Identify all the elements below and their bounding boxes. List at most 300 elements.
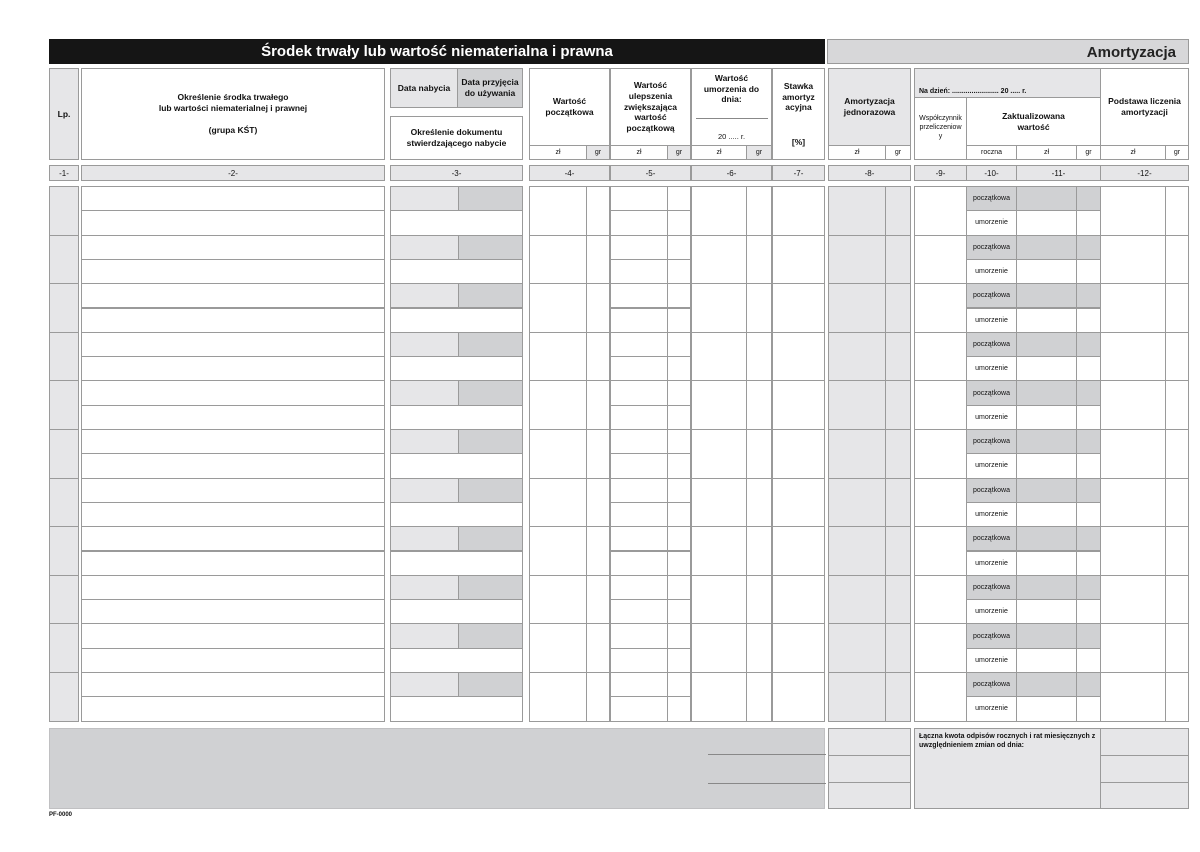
row-initial-zl-cell[interactable] — [529, 235, 587, 285]
row-lp-cell[interactable] — [49, 283, 79, 333]
row-initial-gr-cell[interactable] — [586, 186, 610, 236]
header-basis-zl — [1100, 145, 1166, 160]
row-initial-gr-cell[interactable] — [586, 623, 610, 673]
row-basis-gr-cell[interactable] — [1165, 235, 1189, 285]
header-write-off — [691, 68, 772, 146]
column-number-text: -11- — [1051, 168, 1066, 178]
row-write-off-gr-cell[interactable] — [746, 186, 772, 236]
row-one-time-zl-cell[interactable] — [828, 429, 886, 479]
row-basis-zl-cell[interactable] — [1100, 332, 1166, 382]
footer-signature-area — [49, 728, 825, 809]
row-updated-write-off-zl-cell[interactable] — [1016, 453, 1077, 478]
row-improvement-gr-cell[interactable] — [667, 526, 691, 551]
row-initial-zl-cell[interactable] — [529, 332, 587, 382]
row-write-off-gr-cell[interactable] — [746, 575, 772, 625]
row-date-acquired-cell[interactable] — [390, 429, 459, 454]
row-initial-gr-cell[interactable] — [586, 575, 610, 625]
row-updated-write-off-zl-cell[interactable] — [1016, 502, 1077, 527]
row-coefficient-cell[interactable] — [914, 186, 967, 236]
row-updated-write-off-gr-cell[interactable] — [1076, 648, 1101, 673]
row-date-in-use-cell[interactable] — [458, 526, 523, 551]
footer-total-cell-2[interactable] — [828, 755, 911, 783]
row-updated-write-off-gr-cell[interactable] — [1076, 356, 1101, 381]
row-updated-write-off-gr-cell[interactable] — [1076, 405, 1101, 430]
row-write-off-gr-cell[interactable] — [746, 672, 772, 722]
row-one-time-zl-cell[interactable] — [828, 526, 886, 576]
row-updated-initial-gr-cell[interactable] — [1076, 575, 1101, 600]
row-updated-initial-zl-cell[interactable] — [1016, 623, 1077, 648]
row-lp-cell[interactable] — [49, 186, 79, 236]
row-one-time-gr-cell[interactable] — [885, 526, 911, 576]
row-updated-initial-zl-cell[interactable] — [1016, 478, 1077, 503]
row-asset-group-cell[interactable] — [81, 696, 385, 721]
row-improvement-zl-cell-2[interactable] — [610, 696, 668, 721]
row-initial-gr-cell[interactable] — [586, 380, 610, 430]
row-improvement-zl-cell-2[interactable] — [610, 405, 668, 430]
row-asset-name-cell[interactable] — [81, 332, 385, 357]
row-rate-cell[interactable] — [772, 283, 825, 333]
row-basis-zl-cell[interactable] — [1100, 478, 1166, 528]
row-updated-initial-gr-cell[interactable] — [1076, 478, 1101, 503]
row-one-time-zl-cell[interactable] — [828, 380, 886, 430]
row-asset-name-cell[interactable] — [81, 526, 385, 551]
row-improvement-zl-cell[interactable] — [610, 429, 668, 454]
row-asset-name-cell[interactable] — [81, 235, 385, 260]
row-basis-gr-cell[interactable] — [1165, 526, 1189, 576]
row-document-cell[interactable] — [390, 648, 523, 673]
row-rate-cell[interactable] — [772, 623, 825, 673]
header-date-in-use — [457, 68, 523, 108]
row-improvement-gr-cell-2[interactable] — [667, 356, 691, 381]
row-improvement-zl-cell[interactable] — [610, 283, 668, 308]
row-date-acquired-cell[interactable] — [390, 186, 459, 211]
row-improvement-gr-cell[interactable] — [667, 186, 691, 211]
row-improvement-gr-cell-2[interactable] — [667, 502, 691, 527]
row-updated-write-off-gr-cell[interactable] — [1076, 308, 1101, 333]
row-document-cell[interactable] — [390, 696, 523, 721]
row-document-cell[interactable] — [390, 453, 523, 478]
row-write-off-gr-cell[interactable] — [746, 332, 772, 382]
row-basis-zl-cell[interactable] — [1100, 526, 1166, 576]
row-updated-write-off-zl-cell[interactable] — [1016, 259, 1077, 284]
header-rate-text: Stawka amortyzacyjna — [782, 80, 815, 113]
row-basis-gr-cell[interactable] — [1165, 380, 1189, 430]
header-date-acquired — [390, 68, 458, 108]
row-date-in-use-cell[interactable] — [458, 672, 523, 697]
row-rate-cell[interactable] — [772, 429, 825, 479]
row-label-initial — [966, 332, 1017, 357]
row-initial-gr-cell[interactable] — [586, 235, 610, 285]
row-date-in-use-cell[interactable] — [458, 380, 523, 405]
row-write-off-zl-cell[interactable] — [691, 478, 747, 528]
row-improvement-gr-cell[interactable] — [667, 283, 691, 308]
row-improvement-zl-cell-2[interactable] — [610, 308, 668, 333]
row-updated-write-off-gr-cell[interactable] — [1076, 599, 1101, 624]
row-rate-cell[interactable] — [772, 235, 825, 285]
row-asset-group-cell[interactable] — [81, 599, 385, 624]
footer-summary-cell-3[interactable] — [1100, 782, 1189, 809]
row-updated-write-off-gr-cell[interactable] — [1076, 502, 1101, 527]
row-improvement-gr-cell[interactable] — [667, 623, 691, 648]
row-document-cell[interactable] — [390, 599, 523, 624]
row-asset-group-cell[interactable] — [81, 551, 385, 576]
row-basis-zl-cell[interactable] — [1100, 186, 1166, 236]
gr-label: gr — [594, 149, 602, 156]
row-updated-initial-zl-cell[interactable] — [1016, 380, 1077, 405]
row-initial-zl-cell[interactable] — [529, 429, 587, 479]
row-improvement-zl-cell[interactable] — [610, 478, 668, 503]
row-asset-group-cell[interactable] — [81, 210, 385, 235]
row-updated-initial-gr-cell[interactable] — [1076, 235, 1101, 260]
row-improvement-gr-cell-2[interactable] — [667, 551, 691, 576]
row-rate-cell[interactable] — [772, 380, 825, 430]
row-date-in-use-cell[interactable] — [458, 623, 523, 648]
row-date-in-use-cell[interactable] — [458, 186, 523, 211]
row-improvement-zl-cell-2[interactable] — [610, 551, 668, 576]
header-one-time-gr — [885, 145, 911, 160]
row-improvement-zl-cell[interactable] — [610, 623, 668, 648]
row-initial-zl-cell[interactable] — [529, 623, 587, 673]
row-initial-zl-cell[interactable] — [529, 283, 587, 333]
row-lp-cell[interactable] — [49, 380, 79, 430]
row-date-acquired-cell[interactable] — [390, 283, 459, 308]
row-one-time-zl-cell[interactable] — [828, 575, 886, 625]
row-write-off-gr-cell[interactable] — [746, 623, 772, 673]
row-updated-initial-zl-cell[interactable] — [1016, 429, 1077, 454]
row-coefficient-cell[interactable] — [914, 672, 967, 722]
row-basis-zl-cell[interactable] — [1100, 672, 1166, 722]
row-improvement-gr-cell-2[interactable] — [667, 453, 691, 478]
row-improvement-zl-cell[interactable] — [610, 380, 668, 405]
header-rate-unit: [%] — [791, 136, 806, 147]
row-rate-cell[interactable] — [772, 526, 825, 576]
row-write-off-zl-cell[interactable] — [691, 429, 747, 479]
row-improvement-zl-cell-2[interactable] — [610, 599, 668, 624]
row-asset-name-cell[interactable] — [81, 186, 385, 211]
row-updated-write-off-zl-cell[interactable] — [1016, 551, 1077, 576]
row-one-time-gr-cell[interactable] — [885, 332, 911, 382]
row-rate-cell[interactable] — [772, 478, 825, 528]
row-basis-zl-cell[interactable] — [1100, 623, 1166, 673]
row-initial-gr-cell[interactable] — [586, 429, 610, 479]
row-improvement-gr-cell[interactable] — [667, 672, 691, 697]
row-updated-initial-gr-cell[interactable] — [1076, 429, 1101, 454]
row-updated-initial-gr-cell[interactable] — [1076, 332, 1101, 357]
row-improvement-gr-cell[interactable] — [667, 235, 691, 260]
row-asset-group-cell[interactable] — [81, 502, 385, 527]
row-write-off-gr-cell[interactable] — [746, 526, 772, 576]
row-initial-zl-cell[interactable] — [529, 478, 587, 528]
row-document-cell[interactable] — [390, 259, 523, 284]
row-updated-write-off-zl-cell[interactable] — [1016, 210, 1077, 235]
row-write-off-zl-cell[interactable] — [691, 235, 747, 285]
row-updated-write-off-gr-cell[interactable] — [1076, 453, 1101, 478]
row-updated-initial-zl-cell[interactable] — [1016, 283, 1077, 308]
row-write-off-gr-cell[interactable] — [746, 380, 772, 430]
row-asset-name-cell[interactable] — [81, 623, 385, 648]
row-coefficient-cell[interactable] — [914, 332, 967, 382]
row-improvement-zl-cell-2[interactable] — [610, 356, 668, 381]
row-write-off-zl-cell[interactable] — [691, 186, 747, 236]
row-coefficient-cell[interactable] — [914, 235, 967, 285]
row-updated-initial-gr-cell[interactable] — [1076, 623, 1101, 648]
row-one-time-gr-cell[interactable] — [885, 623, 911, 673]
row-updated-write-off-gr-cell[interactable] — [1076, 259, 1101, 284]
row-initial-gr-cell[interactable] — [586, 332, 610, 382]
column-number-9 — [914, 165, 967, 181]
row-label-initial-text: początkowa — [973, 243, 1010, 251]
row-date-acquired-cell[interactable] — [390, 332, 459, 357]
row-date-in-use-cell[interactable] — [458, 575, 523, 600]
row-label-write-off-text: umorzenie — [975, 462, 1008, 470]
row-initial-gr-cell[interactable] — [586, 526, 610, 576]
row-date-acquired-cell[interactable] — [390, 478, 459, 503]
row-improvement-gr-cell[interactable] — [667, 380, 691, 405]
row-coefficient-cell[interactable] — [914, 380, 967, 430]
row-asset-name-cell[interactable] — [81, 380, 385, 405]
row-updated-initial-gr-cell[interactable] — [1076, 380, 1101, 405]
row-updated-initial-zl-cell[interactable] — [1016, 672, 1077, 697]
row-coefficient-cell[interactable] — [914, 623, 967, 673]
row-basis-gr-cell[interactable] — [1165, 672, 1189, 722]
row-one-time-gr-cell[interactable] — [885, 235, 911, 285]
row-one-time-zl-cell[interactable] — [828, 186, 886, 236]
row-improvement-gr-cell-2[interactable] — [667, 259, 691, 284]
row-initial-zl-cell[interactable] — [529, 526, 587, 576]
row-rate-cell[interactable] — [772, 575, 825, 625]
section-title-fixed-asset-text: Środek trwały lub wartość niematerialna i prawna — [261, 43, 613, 60]
row-improvement-gr-cell[interactable] — [667, 332, 691, 357]
column-number-4 — [529, 165, 610, 181]
row-initial-gr-cell[interactable] — [586, 283, 610, 333]
row-lp-cell[interactable] — [49, 235, 79, 285]
row-basis-gr-cell[interactable] — [1165, 283, 1189, 333]
row-one-time-gr-cell[interactable] — [885, 478, 911, 528]
row-lp-cell[interactable] — [49, 672, 79, 722]
row-one-time-gr-cell[interactable] — [885, 186, 911, 236]
row-basis-zl-cell[interactable] — [1100, 235, 1166, 285]
row-updated-initial-gr-cell[interactable] — [1076, 186, 1101, 211]
row-improvement-gr-cell[interactable] — [667, 575, 691, 600]
row-write-off-zl-cell[interactable] — [691, 380, 747, 430]
row-document-cell[interactable] — [390, 356, 523, 381]
row-write-off-zl-cell[interactable] — [691, 575, 747, 625]
row-updated-write-off-zl-cell[interactable] — [1016, 599, 1077, 624]
row-improvement-gr-cell[interactable] — [667, 478, 691, 503]
row-asset-name-cell[interactable] — [81, 283, 385, 308]
row-one-time-zl-cell[interactable] — [828, 623, 886, 673]
header-asset-name-line1: Określenie środka trwałego — [177, 92, 289, 103]
row-document-cell[interactable] — [390, 308, 523, 333]
row-initial-zl-cell[interactable] — [529, 575, 587, 625]
row-basis-gr-cell[interactable] — [1165, 186, 1189, 236]
row-date-acquired-cell[interactable] — [390, 526, 459, 551]
row-label-initial-text: początkowa — [973, 340, 1010, 348]
row-one-time-gr-cell[interactable] — [885, 575, 911, 625]
header-lp — [49, 68, 79, 160]
row-improvement-gr-cell-2[interactable] — [667, 599, 691, 624]
column-number-text: -9- — [935, 168, 946, 178]
row-basis-gr-cell[interactable] — [1165, 429, 1189, 479]
row-one-time-zl-cell[interactable] — [828, 235, 886, 285]
row-lp-cell[interactable] — [49, 332, 79, 382]
row-improvement-zl-cell[interactable] — [610, 235, 668, 260]
row-improvement-gr-cell-2[interactable] — [667, 210, 691, 235]
row-rate-cell[interactable] — [772, 332, 825, 382]
row-improvement-zl-cell[interactable] — [610, 575, 668, 600]
row-initial-zl-cell[interactable] — [529, 380, 587, 430]
row-date-in-use-cell[interactable] — [458, 283, 523, 308]
header-write-off-zl — [691, 145, 747, 160]
row-one-time-zl-cell[interactable] — [828, 478, 886, 528]
row-lp-cell[interactable] — [49, 526, 79, 576]
row-basis-zl-cell[interactable] — [1100, 575, 1166, 625]
footer-total-cell-3[interactable] — [828, 782, 911, 809]
row-improvement-zl-cell-2[interactable] — [610, 210, 668, 235]
row-updated-write-off-zl-cell[interactable] — [1016, 356, 1077, 381]
row-date-in-use-cell[interactable] — [458, 332, 523, 357]
row-updated-initial-zl-cell[interactable] — [1016, 235, 1077, 260]
row-coefficient-cell[interactable] — [914, 575, 967, 625]
row-updated-initial-zl-cell[interactable] — [1016, 526, 1077, 551]
row-improvement-zl-cell-2[interactable] — [610, 453, 668, 478]
row-improvement-zl-cell-2[interactable] — [610, 259, 668, 284]
row-one-time-gr-cell[interactable] — [885, 283, 911, 333]
row-write-off-gr-cell[interactable] — [746, 478, 772, 528]
gr-label: gr — [675, 149, 683, 156]
row-lp-cell[interactable] — [49, 575, 79, 625]
footer-summary — [914, 728, 1101, 809]
row-one-time-zl-cell[interactable] — [828, 283, 886, 333]
footer-summary-cell-2[interactable] — [1100, 755, 1189, 783]
column-number-7 — [772, 165, 825, 181]
row-updated-write-off-gr-cell[interactable] — [1076, 696, 1101, 721]
row-updated-write-off-gr-cell[interactable] — [1076, 210, 1101, 235]
row-date-acquired-cell[interactable] — [390, 235, 459, 260]
row-rate-cell[interactable] — [772, 672, 825, 722]
row-date-in-use-cell[interactable] — [458, 235, 523, 260]
row-improvement-zl-cell-2[interactable] — [610, 502, 668, 527]
row-updated-write-off-zl-cell[interactable] — [1016, 648, 1077, 673]
row-write-off-zl-cell[interactable] — [691, 623, 747, 673]
row-write-off-zl-cell[interactable] — [691, 332, 747, 382]
row-date-acquired-cell[interactable] — [390, 575, 459, 600]
row-label-write-off-text: umorzenie — [975, 365, 1008, 373]
row-improvement-zl-cell[interactable] — [610, 332, 668, 357]
row-write-off-gr-cell[interactable] — [746, 283, 772, 333]
row-improvement-gr-cell-2[interactable] — [667, 648, 691, 673]
row-date-acquired-cell[interactable] — [390, 672, 459, 697]
row-one-time-gr-cell[interactable] — [885, 672, 911, 722]
row-updated-initial-zl-cell[interactable] — [1016, 332, 1077, 357]
row-coefficient-cell[interactable] — [914, 429, 967, 479]
row-one-time-zl-cell[interactable] — [828, 332, 886, 382]
row-basis-gr-cell[interactable] — [1165, 478, 1189, 528]
row-initial-gr-cell[interactable] — [586, 478, 610, 528]
row-improvement-gr-cell-2[interactable] — [667, 405, 691, 430]
row-one-time-gr-cell[interactable] — [885, 429, 911, 479]
header-date-in-use-text: Data przyjęcia do używania — [461, 77, 519, 98]
row-asset-group-cell[interactable] — [81, 259, 385, 284]
header-as-of — [914, 68, 1101, 98]
row-updated-initial-gr-cell[interactable] — [1076, 526, 1101, 551]
row-improvement-gr-cell[interactable] — [667, 429, 691, 454]
row-date-in-use-cell[interactable] — [458, 429, 523, 454]
row-write-off-zl-cell[interactable] — [691, 672, 747, 722]
row-updated-initial-gr-cell[interactable] — [1076, 283, 1101, 308]
row-one-time-zl-cell[interactable] — [828, 672, 886, 722]
row-updated-write-off-gr-cell[interactable] — [1076, 551, 1101, 576]
row-updated-initial-gr-cell[interactable] — [1076, 672, 1101, 697]
row-improvement-zl-cell[interactable] — [610, 526, 668, 551]
row-write-off-zl-cell[interactable] — [691, 526, 747, 576]
row-date-acquired-cell[interactable] — [390, 623, 459, 648]
row-document-cell[interactable] — [390, 210, 523, 235]
row-asset-name-cell[interactable] — [81, 478, 385, 503]
row-basis-zl-cell[interactable] — [1100, 283, 1166, 333]
row-date-acquired-cell[interactable] — [390, 380, 459, 405]
row-label-initial-text: początkowa — [973, 438, 1010, 446]
row-asset-group-cell[interactable] — [81, 453, 385, 478]
row-lp-cell[interactable] — [49, 429, 79, 479]
row-basis-zl-cell[interactable] — [1100, 429, 1166, 479]
row-coefficient-cell[interactable] — [914, 526, 967, 576]
row-label-initial — [966, 672, 1017, 697]
row-asset-group-cell[interactable] — [81, 648, 385, 673]
row-document-cell[interactable] — [390, 405, 523, 430]
row-document-cell[interactable] — [390, 502, 523, 527]
row-basis-gr-cell[interactable] — [1165, 623, 1189, 673]
row-improvement-zl-cell[interactable] — [610, 186, 668, 211]
row-asset-name-cell[interactable] — [81, 575, 385, 600]
row-write-off-gr-cell[interactable] — [746, 235, 772, 285]
row-asset-group-cell[interactable] — [81, 308, 385, 333]
footer-summary-cell-1[interactable] — [1100, 728, 1189, 756]
footer-total-cell-1[interactable] — [828, 728, 911, 756]
row-improvement-zl-cell-2[interactable] — [610, 648, 668, 673]
row-basis-gr-cell[interactable] — [1165, 575, 1189, 625]
row-updated-write-off-zl-cell[interactable] — [1016, 696, 1077, 721]
row-initial-zl-cell[interactable] — [529, 186, 587, 236]
row-asset-name-cell[interactable] — [81, 672, 385, 697]
row-date-in-use-cell[interactable] — [458, 478, 523, 503]
row-updated-initial-zl-cell[interactable] — [1016, 575, 1077, 600]
row-rate-cell[interactable] — [772, 186, 825, 236]
row-improvement-gr-cell-2[interactable] — [667, 308, 691, 333]
row-asset-group-cell[interactable] — [81, 405, 385, 430]
row-updated-write-off-zl-cell[interactable] — [1016, 405, 1077, 430]
row-basis-zl-cell[interactable] — [1100, 380, 1166, 430]
row-basis-gr-cell[interactable] — [1165, 332, 1189, 382]
row-write-off-zl-cell[interactable] — [691, 283, 747, 333]
row-updated-write-off-zl-cell[interactable] — [1016, 308, 1077, 333]
header-annual — [966, 145, 1017, 160]
row-lp-cell[interactable] — [49, 478, 79, 528]
row-document-cell[interactable] — [390, 551, 523, 576]
row-initial-zl-cell[interactable] — [529, 672, 587, 722]
row-asset-group-cell[interactable] — [81, 356, 385, 381]
row-one-time-gr-cell[interactable] — [885, 380, 911, 430]
row-coefficient-cell[interactable] — [914, 478, 967, 528]
row-coefficient-cell[interactable] — [914, 283, 967, 333]
row-improvement-zl-cell[interactable] — [610, 672, 668, 697]
row-lp-cell[interactable] — [49, 623, 79, 673]
row-initial-gr-cell[interactable] — [586, 672, 610, 722]
row-asset-name-cell[interactable] — [81, 429, 385, 454]
row-write-off-gr-cell[interactable] — [746, 429, 772, 479]
row-updated-initial-zl-cell[interactable] — [1016, 186, 1077, 211]
row-improvement-gr-cell-2[interactable] — [667, 696, 691, 721]
